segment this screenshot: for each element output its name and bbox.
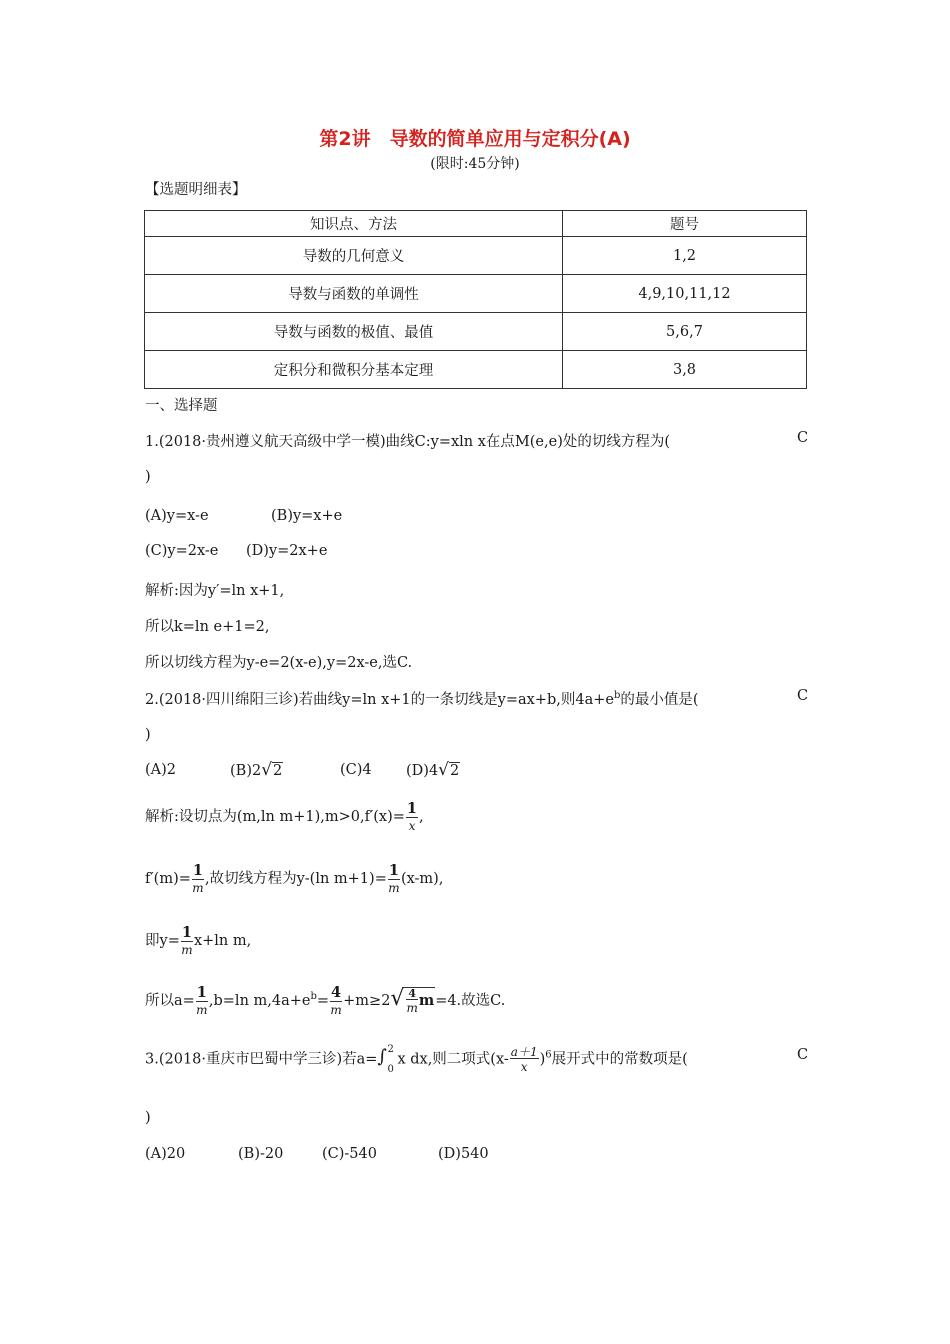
integral-lower: 0 [387, 1063, 394, 1075]
q3-stem [145, 1043, 688, 1075]
denominator: m [181, 942, 193, 957]
denominator: x [520, 1060, 528, 1074]
numerator: 1 [192, 862, 203, 879]
q2-stem [145, 688, 699, 709]
topic-cell: 导数与函数的极值、最值 [145, 313, 563, 351]
table-row [145, 351, 807, 389]
q2-solution-text: ,b=ln m,4a+e [208, 993, 311, 1009]
page-title: 第2讲 导数的简单应用与定积分(A) [319, 128, 631, 150]
q2-solution-text: f′(m)= [145, 870, 191, 887]
radicand [404, 987, 435, 1014]
q2-option-c: (C)4 [340, 762, 372, 778]
numerator: 1 [181, 924, 192, 941]
numbers-cell: 3,8 [563, 351, 807, 389]
numbers-cell: 5,6,7 [563, 313, 807, 351]
q2-solution-line [145, 802, 424, 832]
q2-solution-text: 所以a= [145, 993, 195, 1009]
fraction [192, 864, 204, 894]
time-limit: (限时:45分钟) [430, 156, 520, 172]
q3-close: ) [145, 1110, 151, 1126]
q2-answer: C [797, 688, 809, 704]
sqrt-icon: √ [261, 760, 273, 780]
q2-solution-text: +m≥2 [343, 993, 391, 1009]
q1-solution-line: 所以k=ln e+1=2, [145, 619, 270, 635]
q1-option-d: (D)y=2x+e [246, 543, 328, 559]
q2-close: ) [145, 727, 151, 743]
topic-cell: 导数的几何意义 [145, 237, 563, 275]
q2-option-b-label: (B)2 [230, 763, 262, 779]
q3-option-a: (A)20 [145, 1146, 186, 1162]
q2-solution-text: 即y= [145, 932, 180, 949]
topic-cell: 定积分和微积分基本定理 [145, 351, 563, 389]
fraction [181, 926, 193, 956]
q3-stem-text: ) [539, 1051, 546, 1068]
radicand: 2 [273, 763, 283, 779]
table-caption: 【选题明细表】 [145, 182, 247, 198]
radicand-variable: m [418, 992, 435, 1009]
q2-stem-text: 2.(2018·四川绵阳三诊)若曲线y=ln x+1的一条切线是y=ax+b,则4a+e [145, 692, 614, 708]
q2-solution-text: , [419, 808, 424, 825]
denominator: m [192, 880, 204, 895]
denominator: m [330, 1002, 342, 1017]
q2-solution-text: x+ln m, [193, 932, 252, 949]
q3-stem-text: x dx,则二项式(x- [397, 1051, 509, 1068]
fraction [510, 1046, 539, 1073]
q1-option-a: (A)y=x-e [145, 508, 209, 524]
numerator: 4 [331, 984, 342, 1002]
table-header [145, 211, 807, 237]
q2-solution-line [145, 986, 505, 1016]
numbers-cell: 4,9,10,11,12 [563, 275, 807, 313]
numerator: a＋1 [510, 1045, 538, 1059]
q2-option-b [230, 760, 283, 780]
q2-stem-exponent: b [613, 690, 621, 702]
column-header-topic: 知识点、方法 [145, 211, 563, 237]
q2-stem-text: 的最小值是( [620, 692, 699, 708]
q1-answer: C [797, 430, 809, 446]
q1-solution-line: 所以切线方程为y-e=2(x-e),y=2x-e,选C. [145, 655, 413, 671]
q2-solution-text: 解析:设切点为(m,ln m+1),m>0,f′(x)= [145, 808, 405, 825]
q2-solution-text: ,故切线方程为y-(ln m+1)= [204, 870, 387, 887]
topic-cell: 导数与函数的单调性 [145, 275, 563, 313]
q1-option-b: (B)y=x+e [271, 508, 343, 524]
denominator: m [406, 1001, 418, 1015]
table-row [145, 275, 807, 313]
q3-stem-text: 展开式中的常数项是( [551, 1051, 688, 1068]
table-row [145, 313, 807, 351]
section-heading: 一、选择题 [145, 398, 218, 414]
denominator: x [408, 818, 416, 833]
q2-option-d [406, 760, 460, 780]
q3-option-d: (D)540 [438, 1146, 489, 1162]
fraction [406, 802, 418, 832]
numerator: 1 [388, 862, 399, 879]
fraction [388, 864, 400, 894]
q1-close: ) [145, 469, 151, 485]
integral-icon: ∫ [377, 1045, 387, 1067]
fraction [330, 986, 342, 1016]
denominator: m [388, 880, 400, 895]
numerator: 1 [406, 800, 418, 817]
numbers-cell: 1,2 [563, 237, 807, 275]
q1-option-c: (C)y=2x-e [145, 543, 219, 559]
radicand: 2 [450, 763, 460, 779]
exponent: 6 [545, 1049, 552, 1061]
numerator: 1 [196, 984, 207, 1002]
sqrt-icon: √ [438, 760, 450, 780]
column-header-numbers: 题号 [563, 211, 807, 237]
q3-stem-text: 3.(2018·重庆市巴蜀中学三诊)若a= [145, 1051, 378, 1068]
topic-table [144, 210, 807, 389]
integral [377, 1043, 397, 1075]
q1-stem: 1.(2018·贵州遵义航天高级中学一模)曲线C:y=xln x在点M(e,e)处的切线方程为( [145, 434, 671, 450]
denominator: m [196, 1002, 208, 1017]
q2-solution-line [145, 864, 443, 894]
q2-solution-text: (x-m), [400, 870, 444, 887]
q2-solution-text: = [316, 993, 330, 1009]
q3-option-c: (C)-540 [322, 1146, 377, 1162]
q2-solution-text: =4.故选C. [435, 993, 506, 1009]
q1-solution-line: 解析:因为y′=ln x+1, [145, 583, 285, 599]
fraction [406, 988, 417, 1014]
sqrt-icon: √ [390, 986, 405, 1011]
q3-answer: C [797, 1047, 809, 1063]
exponent: b [310, 991, 317, 1003]
q3-option-b: (B)-20 [238, 1146, 284, 1162]
fraction [196, 986, 208, 1016]
q2-solution-line [145, 926, 251, 956]
table-row [145, 237, 807, 275]
q2-option-a: (A)2 [145, 762, 177, 778]
q2-option-d-label: (D)4 [406, 763, 439, 779]
numerator: 4 [408, 987, 416, 1000]
integral-upper: 2 [387, 1043, 394, 1055]
